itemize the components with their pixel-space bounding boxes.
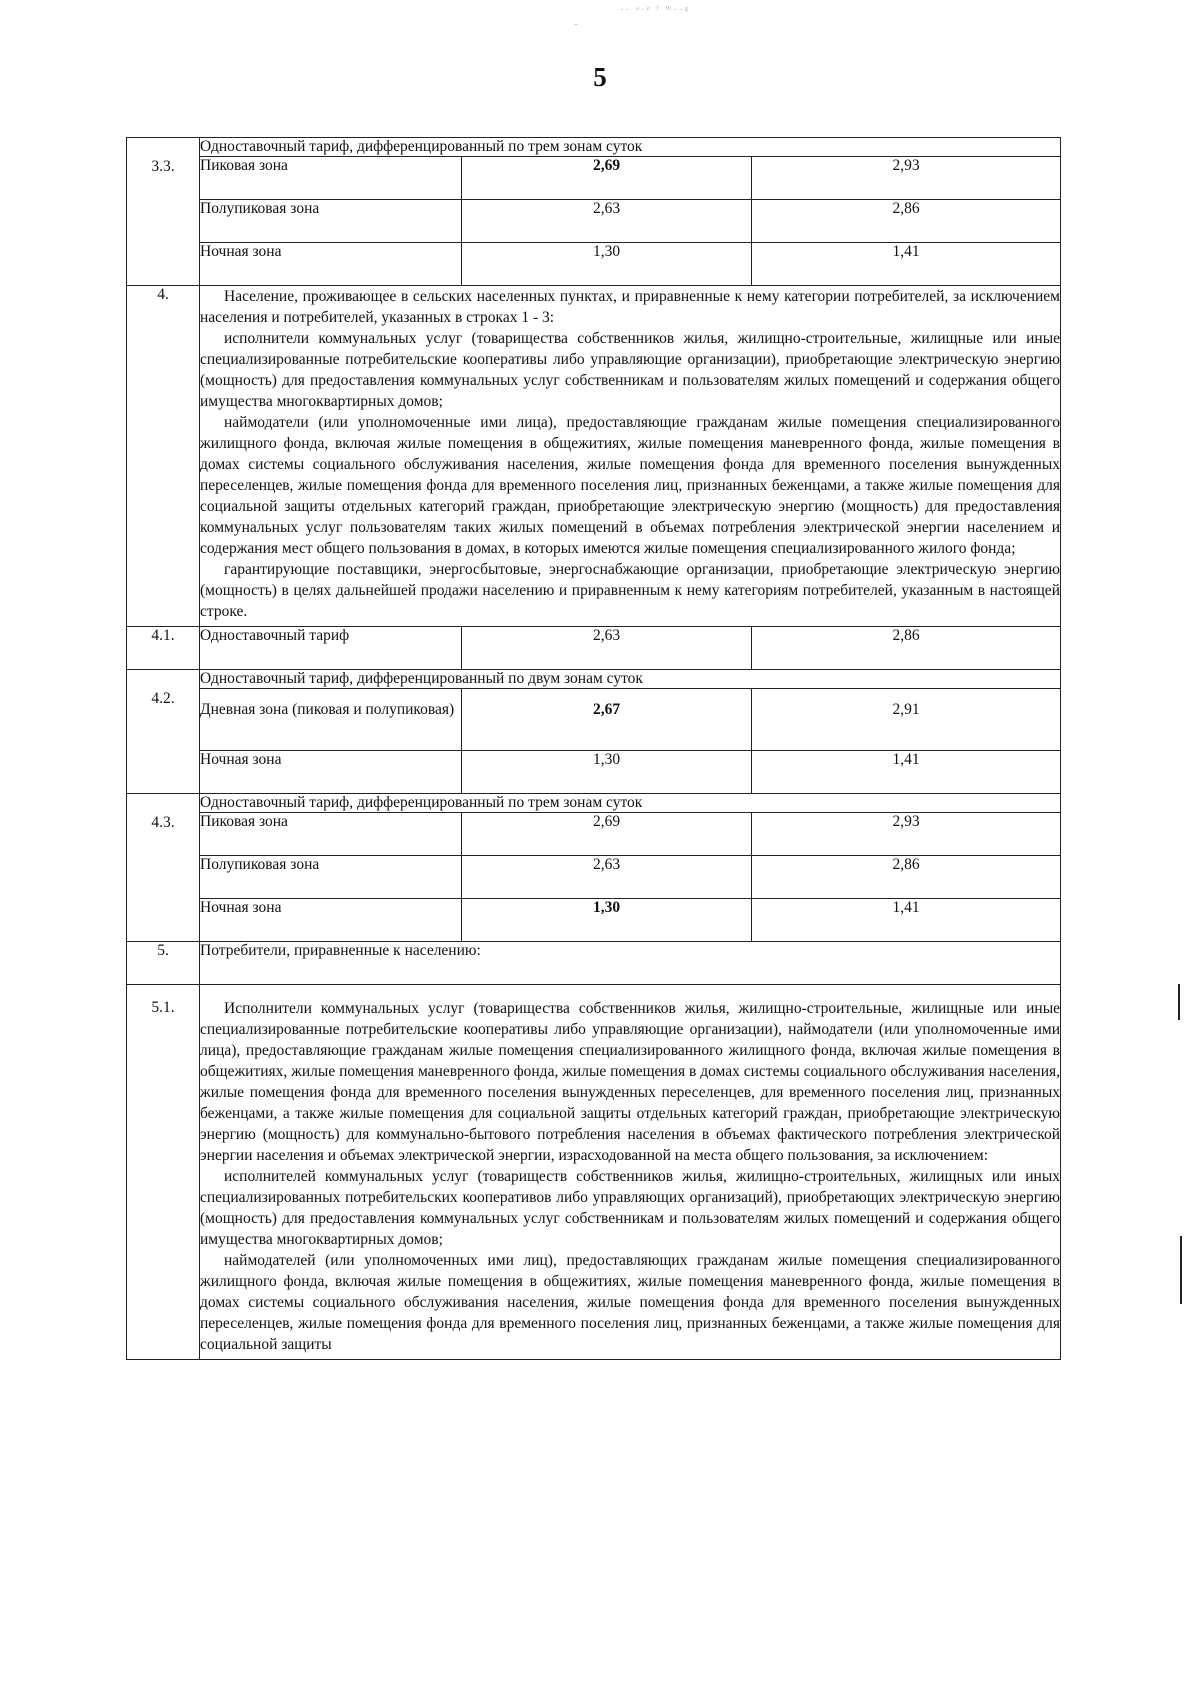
tariff-value: 2,63	[462, 856, 752, 899]
zone-label: Полупиковая зона	[200, 856, 462, 899]
row-number: 5.	[127, 942, 200, 985]
row-number: 4.3.	[127, 794, 200, 942]
paragraph: исполнителей коммунальных услуг (товариществ собственников жилья, жилищно-строительных, жилищных или иных специализированных потребительских кооперативов либо управляющих организаций), приобретающих электрическую энергию (мощность) для предоставления коммунальных услуг собственникам и пользователям жилых помещений и содержания общего имущества многоквартирных домов;	[200, 1168, 1060, 1248]
zone-label: Дневная зона (пиковая и полупиковая)	[200, 689, 462, 751]
tariff-value: 2,93	[752, 813, 1061, 856]
tariff-value: 2,63	[462, 627, 752, 670]
tariff-value: 1,41	[752, 243, 1061, 286]
table-row	[127, 899, 1061, 942]
paragraph: Население, проживающее в сельских населенных пунктах, и приравненные к нему категории потребителей, за исключением населения и потребителей, указанных в строках 1 - 3:	[200, 288, 1060, 326]
tariff-value: 1,41	[752, 751, 1061, 794]
scan-edge-mark	[1180, 1236, 1182, 1304]
table-row	[127, 138, 1061, 157]
table-row	[127, 794, 1061, 813]
tariff-value: 2,63	[462, 200, 752, 243]
table-row	[127, 985, 1061, 1360]
zone-label: Пиковая зона	[200, 813, 462, 856]
row-description	[200, 985, 1061, 1360]
row-number: 5.1.	[127, 985, 200, 1360]
scan-edge-mark	[1178, 984, 1180, 1020]
table-row	[127, 813, 1061, 856]
tariff-value: 1,30	[462, 243, 752, 286]
scan-artifact-dash: -	[574, 18, 578, 30]
tariff-table	[126, 137, 1061, 1360]
zone-label: Ночная зона	[200, 243, 462, 286]
row-number: 3.3.	[127, 138, 200, 286]
tariff-label: Одноставочный тариф	[200, 627, 462, 670]
row-title: Одноставочный тариф, дифференцированный по трем зонам суток	[200, 794, 1061, 813]
table-row	[127, 670, 1061, 689]
tariff-value: 1,41	[752, 899, 1061, 942]
tariff-value: 2,86	[752, 856, 1061, 899]
table-row	[127, 942, 1061, 985]
zone-label: Полупиковая зона	[200, 200, 462, 243]
paragraph: гарантирующие поставщики, энергосбытовые, энергоснабжающие организации, приобретающие электрическую энергию (мощность) в целях дальнейшей продажи населению и приравненным к нему категориям потребителей, указанным в настоящей строке.	[200, 561, 1060, 620]
paragraph: наймодатели (или уполномоченные ими лица), предоставляющие гражданам жилые помещения специализированного жилищного фонда, включая жилые помещения в общежитиях, жилые помещения маневренного фонда, жилые помещения в домах системы социального обслуживания населения, жилые помещения фонда для временного поселения вынужденных переселенцев, жилые помещения фонда для временного поселения лиц, признанных беженцами, а также жилые помещения для социальной защиты отдельных категорий граждан, приобретающие электрическую энергию (мощность) для предоставления коммунальных услуг пользователям таких жилых помещений в объемах потребления электрической энергии населением и содержания мест общего пользования в домах, в которых имеются жилые помещения специализированного жилого фонда;	[200, 414, 1060, 557]
page-number: 5	[593, 62, 607, 92]
tariff-value: 2,67	[462, 689, 752, 751]
tariff-value: 1,30	[462, 751, 752, 794]
row-title: Одноставочный тариф, дифференцированный по двум зонам суток	[200, 670, 1061, 689]
zone-label: Ночная зона	[200, 899, 462, 942]
row-title: Потребители, приравненные к населению:	[200, 942, 1061, 985]
paragraph: Исполнители коммунальных услуг (товарищества собственников жилья, жилищно-строительные, жилищные или иные специализированные потребительские кооперативы либо управляющие организации), наймодатели (или уполномоченные ими лица), предоставляющие гражданам жилые помещения специализированного жилищного фонда, включая жилые помещения в общежитиях, жилые помещения маневренного фонда, жилые помещения в домах системы социального обслуживания населения, жилые помещения фонда для временного поселения вынужденных переселенцев, для временного поселения лиц, признанных беженцами, а также жилые помещения для социальной защиты отдельных категорий граждан, приобретающие электрическую энергию (мощность) для коммунально-бытового потребления населения в объемах фактического потребления электрической энергии населения и объемах электрической энергии, израсходованной на места общего пользования, за исключением:	[200, 1000, 1060, 1164]
row-title: Одноставочный тариф, дифференцированный по трем зонам суток	[200, 138, 1061, 157]
table-row	[127, 286, 1061, 627]
table-row	[127, 751, 1061, 794]
table-row	[127, 200, 1061, 243]
zone-label: Ночная зона	[200, 751, 462, 794]
table-row	[127, 689, 1061, 751]
tariff-value: 2,93	[752, 157, 1061, 200]
tariff-value: 2,69	[462, 157, 752, 200]
tariff-value: 1,30	[462, 899, 752, 942]
tariff-value: 2,91	[752, 689, 1061, 751]
table-row	[127, 243, 1061, 286]
row-number: 4.2.	[127, 670, 200, 794]
table-row	[127, 856, 1061, 899]
tariff-value: 2,86	[752, 200, 1061, 243]
table-row	[127, 157, 1061, 200]
scan-artifact: ·· ᵃ·ᵉ ᶠ ᵂ··ᵍ	[620, 4, 691, 16]
paragraph: исполнители коммунальных услуг (товарищества собственников жилья, жилищно-строительные, жилищные или иные специализированные потребительские кооперативы либо управляющие организации), приобретающие электрическую энергию (мощность) для предоставления коммунальных услуг собственникам и пользователям жилых помещений и содержания общего имущества многоквартирных домов;	[200, 330, 1060, 410]
row-number: 4.	[127, 286, 200, 627]
paragraph: наймодателей (или уполномоченных ими лиц), предоставляющих гражданам жилые помещения специализированного жилищного фонда, включая жилые помещения в общежитиях, жилые помещения маневренного фонда, жилые помещения в домах системы социального обслуживания населения, жилые помещения фонда для временного поселения вынужденных переселенцев, жилые помещения фонда для временного поселения лиц, признанных беженцами, а также жилые помещения для социальной защиты	[200, 1252, 1060, 1353]
zone-label: Пиковая зона	[200, 157, 462, 200]
table-row	[127, 627, 1061, 670]
row-description	[200, 286, 1061, 627]
row-number: 4.1.	[127, 627, 200, 670]
tariff-value: 2,69	[462, 813, 752, 856]
tariff-value: 2,86	[752, 627, 1061, 670]
